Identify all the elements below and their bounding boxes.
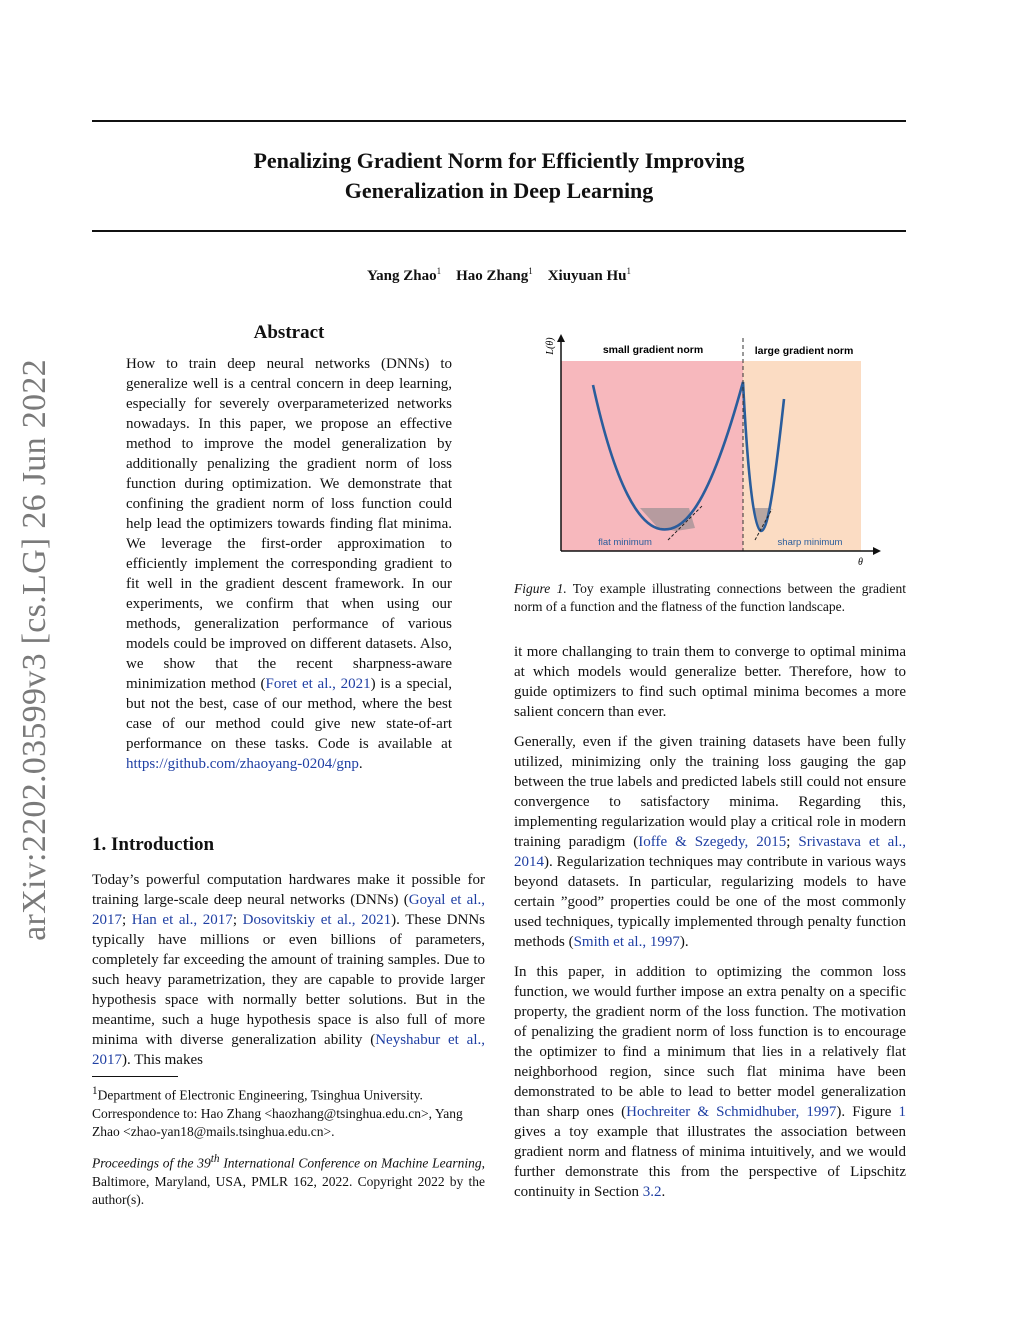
citation-link[interactable]: Neyshabur et al., 2017: [92, 1032, 485, 1068]
proceedings-italic: International Conference on Machine Learning: [219, 1155, 482, 1171]
author-affiliation: 1: [436, 266, 442, 276]
citation-link[interactable]: Smith et al., 1997: [573, 934, 680, 950]
abstract-text: ) is a special, but not the best, case of our method, where the best case of our method could give new state-of-art performance on these tasks. Code is available at: [126, 676, 452, 752]
figure-1-plot: [540, 330, 900, 570]
abstract-text: .: [358, 756, 363, 772]
paragraph-text: Generally, even if the given training datasets have been fully utilized, minimizing only the training loss gauging the gap between the true labels and predicted labels still could not ensure convergence to satisfactory minima. Regarding this, implementing regularization would play a critical role in modern training paradigm (: [514, 734, 906, 850]
left-region-bg: [561, 361, 743, 551]
footnote-text: Department of Electronic Engineering, Tsinghua University. Correspondence to: Hao Zhang <haozhang@tsinghua.edu.cn>, Yang Zhao <zhao-yan18@mails.tsinghua.edu.cn>.: [92, 1087, 463, 1139]
figure-1-caption: [514, 580, 906, 616]
title-line-1: Penalizing Gradient Norm for Efficiently Improving: [253, 148, 745, 173]
intro-text: ;: [232, 912, 243, 928]
title-bottom-rule: [92, 230, 906, 232]
title-line-2: Generalization in Deep Learning: [344, 178, 654, 203]
proceedings-sup: th: [210, 1153, 220, 1165]
introduction-body: [92, 870, 485, 1070]
x-axis-label: θ: [858, 557, 863, 568]
author-list: [92, 266, 906, 285]
citation-link[interactable]: Dosovitskiy et al., 2021: [242, 912, 392, 928]
abstract-heading: Abstract: [253, 322, 325, 343]
author-affiliation: 1: [626, 266, 631, 276]
code-url-link[interactable]: https://github.com/zhaoyang-0204/gnp: [126, 756, 359, 772]
footnote: [92, 1082, 485, 1141]
citation-link[interactable]: Ioffe & Szegedy, 2015: [638, 834, 787, 850]
proceedings-text: , Baltimore, Maryland, USA, PMLR 162, 2022. Copyright 2022 by the author(s).: [92, 1155, 485, 1207]
intro-text: ;: [122, 912, 132, 928]
right-paragraph-3: [514, 962, 906, 1202]
footnote-rule: [92, 1076, 178, 1077]
citation-link[interactable]: Hochreiter & Schmidhuber, 1997: [626, 1104, 837, 1120]
abstract-text: How to train deep neural networks (DNNs) to generalize well is a central concern in deep learning, especially for severely overparameterized networks nowadays. In this paper, we propose an effective method to improve the model generalization by additionally penalizing the gradient norm of loss function during optimization. We demonstrate that confining the gradient norm of loss function could help lead the optimizers towards finding flat minima. We leverage the first-order approximation to efficiently implement the corresponding gradient to fit well in the gradient descent framework. In our experiments, we confirm that when using our methods, generalization performance of various models could be improved on different datasets. Also, we show that the recent sharpness-aware minimization method (: [126, 356, 452, 692]
paragraph-text: ). Figure: [836, 1104, 899, 1120]
author-affiliation: 1: [528, 266, 533, 276]
citation-link[interactable]: Goyal et al., 2017: [92, 892, 485, 928]
caption-text: Toy example illustrating connections between the gradient norm of a function and the flatness of the function landscape.: [514, 581, 906, 614]
citation-link[interactable]: Han et al., 2017: [131, 912, 233, 928]
y-axis-arrow: [557, 334, 565, 342]
intro-text: ). These DNNs typically have millions or even billions of parameters, completely far exceeding the amount of training samples. Due to such heavy parametrization, they are capable to provide larger hypothesis space with normally better solutions. But in the meantime, such a huge hypothesis space is also full of more minima with diverse generalization ability (: [92, 912, 486, 1048]
citation-link[interactable]: Foret et al., 2021: [265, 676, 371, 692]
proceedings-note: [92, 1150, 485, 1209]
intro-text: ). This makes: [122, 1052, 203, 1068]
caption-label: Figure 1.: [514, 581, 567, 596]
author-name: Hao Zhang: [456, 268, 529, 284]
author-name: Xiuyuan Hu: [547, 268, 627, 284]
x-axis-arrow: [873, 547, 881, 555]
y-axis-label: L(θ): [545, 337, 556, 355]
title-top-rule: [92, 120, 906, 122]
flat-minimum-label: flat minimum: [598, 537, 652, 548]
section-ref-link[interactable]: 3.2: [642, 1184, 662, 1200]
abstract-body: [126, 354, 452, 774]
left-region-title: small gradient norm: [602, 344, 704, 356]
right-region-title: large gradient norm: [754, 345, 854, 357]
right-paragraph-1: it more challanging to train them to converge to optimal minima at which models would generalize better. Therefore, how to guide optimizers to find such optimal minima becomes a more salient concern than ever.: [514, 644, 906, 720]
paragraph-text: gives a toy example that illustrates the association between gradient norm and flatness of minima intuitively, and we would further demonstrate this from the perspective of Lipschitz continuity in Section: [514, 1124, 906, 1200]
paragraph-text: ;: [786, 834, 799, 850]
author-name: Yang Zhao: [366, 268, 437, 284]
right-paragraph-2: [514, 732, 906, 952]
figure-ref-link[interactable]: 1: [898, 1104, 906, 1120]
footnote-mark: 1: [92, 1085, 98, 1097]
paragraph-text: In this paper, in addition to optimizing the common loss function, we would further impose an extra penalty on a specific property, the gradient norm of the loss function. The motivation of penalizing the gradient norm of loss function is to encourage the optimizer to find a minimum that lies in a relatively flat neighborhood region, since such flat minima have been demonstrated to be able to lead to better model generalization than sharp ones (: [514, 964, 906, 1120]
sharp-minimum-label: sharp minimum: [777, 537, 843, 548]
section-heading-introduction: 1. Introduction: [92, 834, 215, 855]
citation-link[interactable]: Srivastava et al., 2014: [514, 834, 906, 870]
arxiv-stamp: arXiv:2202.03599v3 [cs.LG] 26 Jun 2022: [16, 359, 53, 941]
proceedings-italic: Proceedings of the 39: [92, 1155, 211, 1171]
paragraph-text: .: [661, 1184, 666, 1200]
intro-text: Today’s powerful computation hardwares make it possible for training large-scale deep neural networks (DNNs) (: [92, 872, 485, 908]
paper-title: [92, 146, 906, 206]
paragraph-text: ). Regularization techniques may contribute in various ways beyond datasets. In particular, regularizing models to have certain ”good” properties could be one of the most commonly used techniques, typically implemented through penalty function methods (: [514, 854, 906, 950]
paragraph-text: ).: [679, 934, 689, 950]
